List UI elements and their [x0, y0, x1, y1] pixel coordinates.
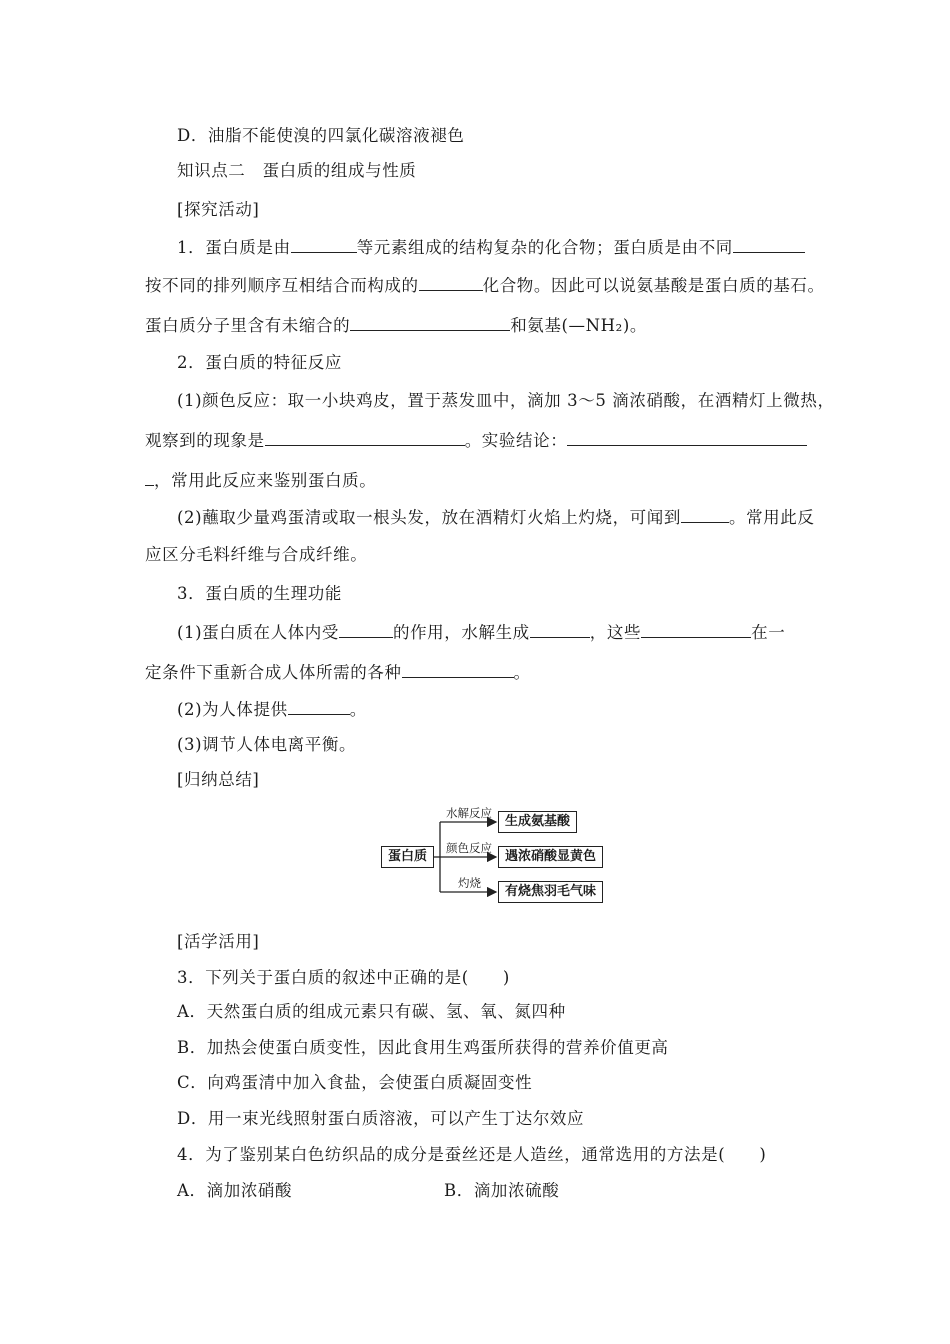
- question-3-option-a: A．天然蛋白质的组成元素只有碳、氢、氧、氮四种: [177, 1002, 566, 1021]
- item-2-1-line-3: ，常用此反应来鉴别蛋白质。: [145, 469, 376, 492]
- section-heading: 知识点二 蛋白质的组成与性质: [177, 161, 417, 180]
- paragraph-1-line-2: 按不同的排列顺序互相结合而构成的 化合物。因此可以说氨基酸是蛋白质的基石。: [145, 276, 825, 295]
- subheading-practice: [活学活用]: [177, 932, 260, 951]
- item-2-1-line-2: 观察到的现象是 。实验结论：: [145, 429, 807, 452]
- item-3-1-line-1: (1)蛋白质在人体内受 的作用，水解生成 ，这些 在一: [177, 623, 786, 642]
- option-d-text: D．油脂不能使溴的四氯化碳溶液褪色: [177, 126, 465, 145]
- question-3-option-c: C．向鸡蛋清中加入食盐，会使蛋白质凝固变性: [177, 1073, 533, 1092]
- paragraph-1-line-1: 1．蛋白质是由 等元素组成的结构复杂的化合物；蛋白质是由不同: [177, 236, 805, 259]
- diagram-edge-label-hydrolysis: 水解反应: [446, 806, 492, 820]
- diagram-target-yellow: 遇浓硝酸显黄色: [498, 846, 603, 868]
- diagram-source-box: 蛋白质: [381, 846, 434, 868]
- question-3-option-b: B．加热会使蛋白质变性，因此食用生鸡蛋所获得的营养价值更高: [177, 1038, 669, 1057]
- item-2-2-line-2: 应区分毛料纤维与合成纤维。: [145, 545, 368, 564]
- diagram-target-burnt-smell: 有烧焦羽毛气味: [498, 881, 603, 903]
- question-4-stem: 4．为了鉴别某白色纺织品的成分是蚕丝还是人造丝，通常选用的方法是( ): [177, 1145, 767, 1164]
- item-3-2: (2)为人体提供 。: [177, 700, 367, 719]
- diagram-edge-label-color: 颜色反应: [446, 841, 492, 855]
- diagram-target-amino-acid: 生成氨基酸: [498, 811, 577, 833]
- diagram-edge-label-burn: 灼烧: [458, 876, 481, 890]
- item-2-1-line-1: (1)颜色反应：取一小块鸡皮，置于蒸发皿中，滴加 3～5 滴浓硝酸，在酒精灯上微热，: [177, 391, 835, 410]
- item-3-heading: 3．蛋白质的生理功能: [177, 584, 342, 603]
- question-4-option-b: B．滴加浓硫酸: [444, 1181, 560, 1200]
- question-3-option-d: D．用一束光线照射蛋白质溶液，可以产生丁达尔效应: [177, 1109, 585, 1128]
- item-3-3: (3)调节人体电离平衡。: [177, 735, 357, 754]
- subheading-explore: [探究活动]: [177, 200, 260, 219]
- paragraph-1-line-3: 蛋白质分子里含有未缩合的 和氨基(—NH₂)。: [145, 316, 648, 335]
- item-2-2-line-1: (2)蘸取少量鸡蛋清或取一根头发，放在酒精灯火焰上灼烧，可闻到 。常用此反: [177, 508, 815, 527]
- item-3-1-line-2: 定条件下重新合成人体所需的各种 。: [145, 663, 531, 682]
- item-2-heading: 2．蛋白质的特征反应: [177, 353, 342, 372]
- subheading-summary: [归纳总结]: [177, 770, 260, 789]
- question-3-stem: 3．下列关于蛋白质的叙述中正确的是( ): [177, 968, 510, 987]
- question-4-option-a: A．滴加浓硝酸: [177, 1181, 293, 1200]
